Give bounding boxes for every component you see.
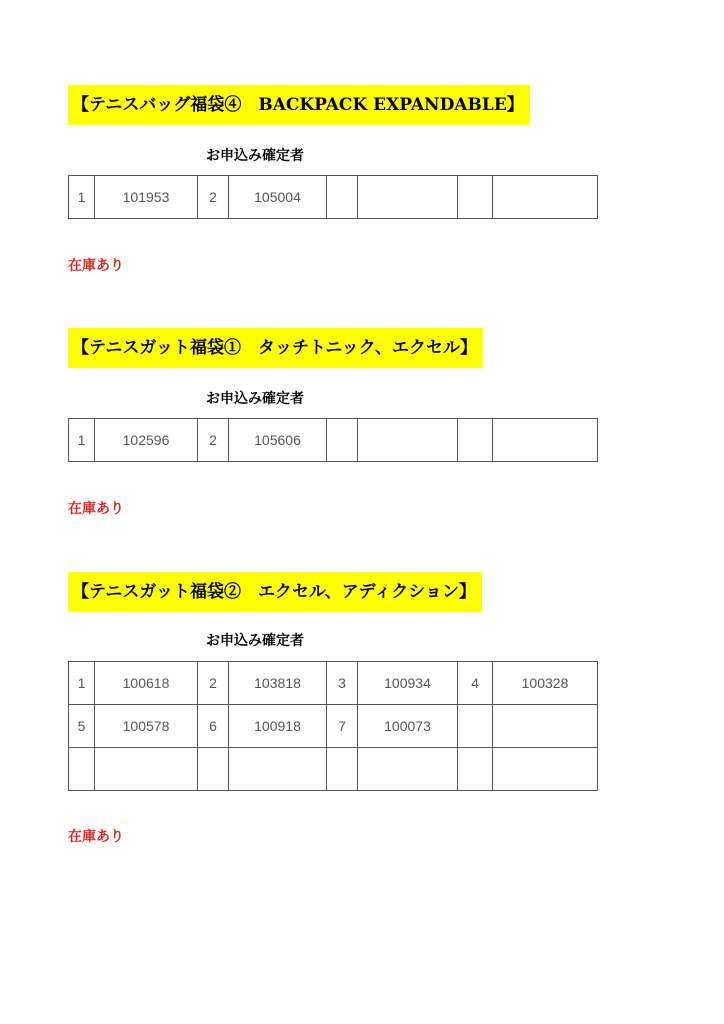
entry-id: 100934 bbox=[358, 662, 458, 705]
section-tennis-gut-1 bbox=[68, 328, 608, 517]
entry-id: 100618 bbox=[95, 662, 198, 705]
section-tennis-bag-4 bbox=[68, 85, 608, 274]
entry-number: 7 bbox=[327, 705, 358, 748]
entry-number bbox=[69, 748, 95, 791]
entry-id: 105004 bbox=[229, 176, 327, 219]
section-title: 【テニスガット福袋① タッチトニック、エクセル】 bbox=[68, 328, 483, 368]
entry-number: 2 bbox=[198, 176, 229, 219]
entry-number: 5 bbox=[69, 705, 95, 748]
entry-id bbox=[493, 176, 598, 219]
section-title: 【テニスバッグ福袋④ BACKPACK EXPANDABLE】 bbox=[68, 85, 530, 125]
applicants-table bbox=[68, 175, 598, 219]
entry-number: 3 bbox=[327, 662, 358, 705]
entry-number: 1 bbox=[69, 419, 95, 462]
stock-status: 在庫あり bbox=[68, 829, 124, 845]
entry-id: 103818 bbox=[229, 662, 327, 705]
entry-number: 2 bbox=[198, 662, 229, 705]
entry-number: 6 bbox=[198, 705, 229, 748]
applicants-table bbox=[68, 418, 598, 462]
section-title: 【テニスガット福袋② エクセル、アディクション】 bbox=[68, 572, 482, 612]
confirmed-applicants-label: お申込み確定者 bbox=[206, 633, 304, 649]
entry-id bbox=[229, 748, 327, 791]
confirmed-applicants-label: お申込み確定者 bbox=[206, 148, 304, 164]
table-row bbox=[69, 419, 598, 462]
table-row bbox=[69, 176, 598, 219]
entry-id bbox=[493, 705, 598, 748]
entry-number bbox=[327, 748, 358, 791]
entry-id bbox=[358, 176, 458, 219]
entry-id: 102596 bbox=[95, 419, 198, 462]
table-row bbox=[69, 662, 598, 705]
entry-number bbox=[458, 748, 493, 791]
entry-id bbox=[493, 748, 598, 791]
entry-number bbox=[327, 419, 358, 462]
entry-id bbox=[358, 748, 458, 791]
table-row bbox=[69, 748, 598, 791]
entry-id: 101953 bbox=[95, 176, 198, 219]
entry-id bbox=[95, 748, 198, 791]
entry-number bbox=[198, 748, 229, 791]
entry-id bbox=[358, 419, 458, 462]
entry-number: 1 bbox=[69, 662, 95, 705]
entry-id: 100328 bbox=[493, 662, 598, 705]
entry-id: 100073 bbox=[358, 705, 458, 748]
applicants-table bbox=[68, 661, 598, 791]
stock-status: 在庫あり bbox=[68, 501, 124, 517]
entry-number bbox=[458, 176, 493, 219]
entry-number: 4 bbox=[458, 662, 493, 705]
entry-number: 2 bbox=[198, 419, 229, 462]
entry-id: 100578 bbox=[95, 705, 198, 748]
table-row bbox=[69, 705, 598, 748]
stock-status: 在庫あり bbox=[68, 258, 124, 274]
confirmed-applicants-label: お申込み確定者 bbox=[206, 391, 304, 407]
entry-number bbox=[327, 176, 358, 219]
entry-id: 100918 bbox=[229, 705, 327, 748]
entry-number: 1 bbox=[69, 176, 95, 219]
section-tennis-gut-2 bbox=[68, 572, 608, 845]
entry-number bbox=[458, 419, 493, 462]
entry-id bbox=[493, 419, 598, 462]
entry-id: 105606 bbox=[229, 419, 327, 462]
entry-number bbox=[458, 705, 493, 748]
